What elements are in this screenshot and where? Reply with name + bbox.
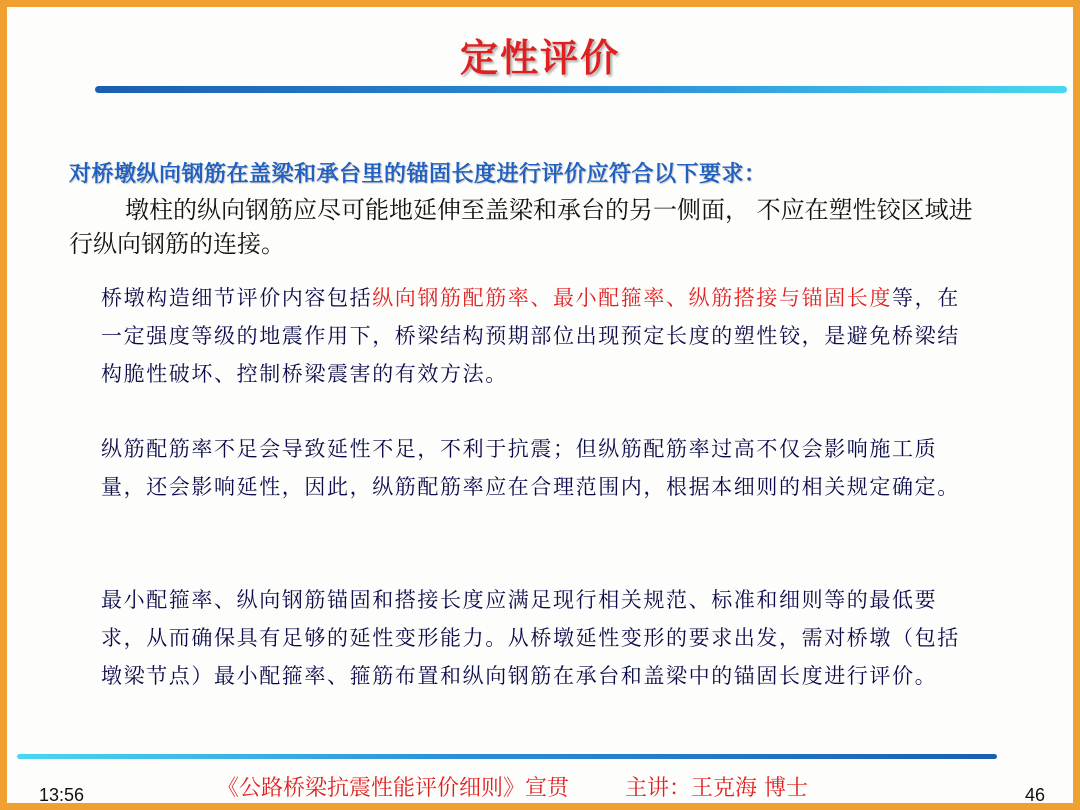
footer-divider bbox=[17, 754, 997, 759]
speaker-name: 主讲：王克海 博士 bbox=[625, 776, 809, 801]
page-number: 46 bbox=[1024, 785, 1045, 805]
footer-caption bbox=[217, 771, 917, 802]
intro-paragraph: 墩柱的纵向钢筋应尽可能地延伸至盖梁和承台的另一侧面， 不应在塑性铰区域进行纵向钢筋的连接。 bbox=[69, 196, 973, 258]
paragraph-reinforcement-ratio: 纵筋配筋率不足会导致延性不足，不利于抗震；但纵筋配筋率过高不仅会影响施工质量，还会影响延性，因此，纵筋配筋率应在合理范围内，根据本细则的相关规定确定。 bbox=[101, 437, 960, 499]
course-title: 《公路桥梁抗震性能评价细则》宣贯 bbox=[217, 776, 570, 801]
title-divider bbox=[95, 86, 1067, 93]
slide-title: 定性评价 bbox=[459, 36, 620, 80]
paragraph-1-suffix: 等，在一定强度等级的地震作用下，桥梁结构预期部位出现预定长度的塑性铰，是避免桥梁结构脆性破坏、控制桥梁震害的有效方法。 bbox=[101, 286, 960, 386]
time-stamp: 13:56 bbox=[39, 785, 85, 805]
paragraph-1-highlight: 纵向钢筋配筋率、最小配箍率、纵筋搭接与锚固长度 bbox=[372, 286, 893, 310]
section-heading: 对桥墩纵向钢筋在盖梁和承台里的锚固长度进行评价应符合以下要求： bbox=[69, 162, 767, 187]
paragraph-detail-evaluation bbox=[101, 279, 967, 393]
paragraph-minimum-stirrup-ratio: 最小配箍率、纵向钢筋锚固和搭接长度应满足现行相关规范、标准和细则等的最低要求，从而确保具有足够的延性变形能力。从桥墩延性变形的要求出发，需对桥墩（包括墩梁节点）最小配箍率、箍筋布置和纵向钢筋在承台和盖梁中的锚固长度进行评价。 bbox=[101, 588, 960, 688]
paragraph-1-prefix: 桥墩构造细节评价内容包括 bbox=[101, 286, 373, 310]
